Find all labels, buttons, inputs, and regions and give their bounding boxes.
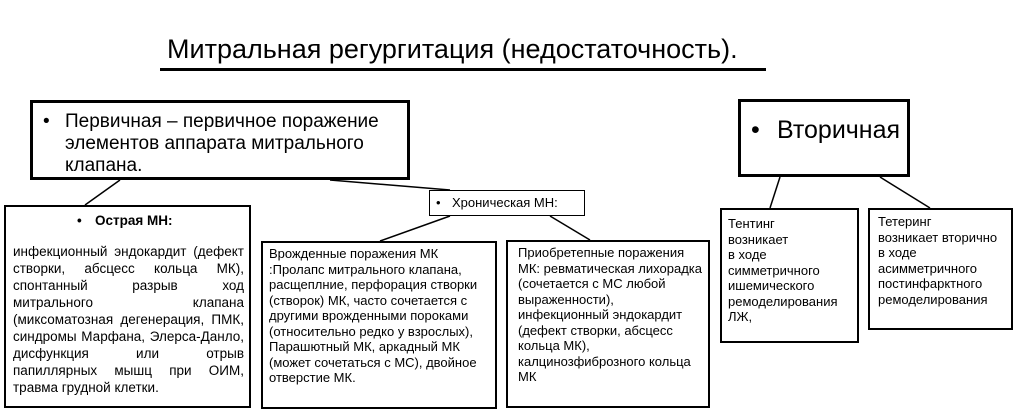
acute-node	[4, 205, 251, 408]
bullet-icon: •	[77, 213, 82, 228]
acute-text: инфекционный эндокардит (дефект створки, абсцесс кольца МК), спонтанный разрыв ход митрального клапана (миксоматозная дегенерация, ПМК, синдромы Марфана, Элерса-Данло, дисфункция или отрыв папиллярных мышц при ОИМ, травма грудной клетки.	[13, 244, 244, 395]
acute-heading: Острая МН:	[95, 213, 173, 228]
chronic-node	[429, 190, 585, 216]
primary-text: Первичная – первичное поражение элементов аппарата митрального клапана.	[65, 111, 379, 176]
connector-chronic-congenital	[380, 216, 450, 241]
connector-chronic-acquired	[550, 216, 590, 240]
acquired-node: Приобретепные поражения МК: ревматическая лихорадка (сочетается с МС любой выраженности), инфекционный эндокардит (дефект створки, абсцесс кольца МК), калцинозфиброзного кольца МК	[506, 240, 710, 408]
primary-node	[30, 100, 410, 180]
bullet-icon: •	[43, 111, 50, 132]
connector-primary-chronic	[330, 180, 450, 190]
bullet-icon: •	[436, 195, 441, 210]
chronic-text: Хроническая МН:	[452, 195, 558, 210]
connector-primary-acute	[85, 180, 120, 205]
congenital-node: Врожденные поражения МК :Пролапс митрального клапана, расщеплние, перфорация створки (створок) МК, часто сочетается с другими врожденными пороками (относительно редко у взрослых), Парашютный МК, аркадный МК (может сочетаться с МС), двойное отверстие МК.	[261, 241, 497, 409]
tenting-node: Тентинг возникает в ходе симметричного ишемического ремоделирования ЛЖ,	[720, 208, 859, 343]
connector-secondary-tethering	[880, 177, 930, 208]
bullet-icon: •	[751, 116, 760, 144]
tethering-node: Тетеринг возникает вторично в ходе асимметричного постинфарктного ремоделирования	[868, 208, 1013, 330]
connector-secondary-tenting	[770, 177, 780, 208]
secondary-text: Вторичная	[777, 116, 901, 144]
secondary-node	[738, 99, 910, 177]
page-title: Митральная регургитация (недостаточность).	[167, 34, 738, 64]
title-underline	[160, 68, 766, 71]
